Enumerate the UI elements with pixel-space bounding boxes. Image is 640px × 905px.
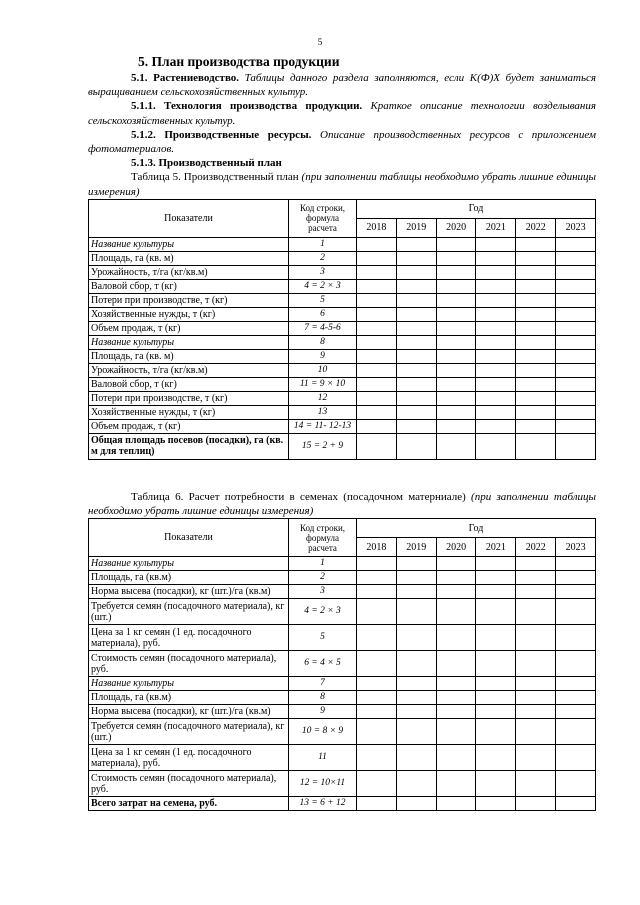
row-indicator: Валовой сбор, т (кг) (89, 279, 289, 293)
year-header-2022: 2022 (516, 218, 556, 237)
value-cell-2019[interactable] (396, 625, 436, 651)
year-header-2023: 2023 (556, 218, 596, 237)
row-code: 3 (289, 265, 357, 279)
header-row-code: Код строки, формула расчета (289, 519, 357, 557)
value-cell-2018[interactable] (357, 335, 397, 349)
heading-5-1-2: 5.1.2. Производственные ресурсы. (131, 128, 312, 141)
table-row (89, 677, 596, 691)
value-cell-2018[interactable] (357, 237, 397, 251)
year-header-2021: 2021 (476, 538, 516, 557)
row-code: 5 (289, 293, 357, 307)
row-indicator: Цена за 1 кг семян (1 ед. посадочного материала), руб. (89, 745, 289, 771)
value-cell-2019[interactable] (396, 391, 436, 405)
row-code: 10 = 8 × 9 (289, 719, 357, 745)
value-cell-2019[interactable] (396, 691, 436, 705)
value-cell-2023[interactable] (556, 719, 596, 745)
value-cell-2018[interactable] (357, 705, 397, 719)
table-row (89, 391, 596, 405)
header-indicators: Показатели (89, 199, 289, 237)
value-cell-2018[interactable] (357, 585, 397, 599)
value-cell-2023[interactable] (556, 363, 596, 377)
value-cell-2021[interactable] (476, 251, 516, 265)
value-cell-2022[interactable] (516, 677, 556, 691)
header-row-code: Код строки, формула расчета (289, 199, 357, 237)
year-header-2023: 2023 (556, 538, 596, 557)
value-cell-2023[interactable] (556, 625, 596, 651)
year-header-2020: 2020 (436, 218, 476, 237)
value-cell-2023[interactable] (556, 651, 596, 677)
value-cell-2021[interactable] (476, 625, 516, 651)
value-cell-2020[interactable] (436, 377, 476, 391)
row-indicator: Стоимость семян (посадочного материала), руб. (89, 651, 289, 677)
table-row (89, 405, 596, 419)
value-cell-2019[interactable] (396, 321, 436, 335)
value-cell-2018[interactable] (357, 651, 397, 677)
value-cell-2022[interactable] (516, 719, 556, 745)
header-row (89, 519, 596, 538)
value-cell-2020[interactable] (436, 557, 476, 571)
value-cell-2023[interactable] (556, 771, 596, 797)
value-cell-2023[interactable] (556, 433, 596, 459)
value-cell-2023[interactable] (556, 293, 596, 307)
value-cell-2023[interactable] (556, 745, 596, 771)
table5-caption-note: (при заполнении таблицы необходимо убрать лишние единицы измерения) (88, 171, 596, 198)
value-cell-2023[interactable] (556, 571, 596, 585)
table-row (89, 377, 596, 391)
row-code: 12 = 10×11 (289, 771, 357, 797)
value-cell-2019[interactable] (396, 705, 436, 719)
row-code: 15 = 2 + 9 (289, 433, 357, 459)
row-indicator: Объем продаж, т (кг) (89, 321, 289, 335)
value-cell-2020[interactable] (436, 265, 476, 279)
table-row (89, 651, 596, 677)
row-indicator: Всего затрат на семена, руб. (89, 797, 289, 811)
table-row (89, 307, 596, 321)
row-indicator: Норма высева (посадки), кг (шт.)/га (кв.м) (89, 585, 289, 599)
value-cell-2022[interactable] (516, 307, 556, 321)
value-cell-2020[interactable] (436, 771, 476, 797)
value-cell-2021[interactable] (476, 377, 516, 391)
table5-production-plan (88, 199, 596, 460)
value-cell-2018[interactable] (357, 405, 397, 419)
value-cell-2018[interactable] (357, 279, 397, 293)
value-cell-2021[interactable] (476, 405, 516, 419)
value-cell-2019[interactable] (396, 677, 436, 691)
value-cell-2021[interactable] (476, 691, 516, 705)
row-code: 11 (289, 745, 357, 771)
value-cell-2018[interactable] (357, 251, 397, 265)
value-cell-2021[interactable] (476, 599, 516, 625)
page-number: 5 (317, 37, 323, 47)
value-cell-2023[interactable] (556, 599, 596, 625)
value-cell-2019[interactable] (396, 797, 436, 811)
value-cell-2022[interactable] (516, 335, 556, 349)
value-cell-2021[interactable] (476, 265, 516, 279)
table-row (89, 571, 596, 585)
value-cell-2021[interactable] (476, 705, 516, 719)
value-cell-2020[interactable] (436, 363, 476, 377)
value-cell-2018[interactable] (357, 557, 397, 571)
row-code: 13 = 6 + 12 (289, 797, 357, 811)
year-header-2018: 2018 (357, 218, 397, 237)
value-cell-2022[interactable] (516, 599, 556, 625)
value-cell-2021[interactable] (476, 349, 516, 363)
value-cell-2022[interactable] (516, 771, 556, 797)
value-cell-2023[interactable] (556, 691, 596, 705)
value-cell-2018[interactable] (357, 771, 397, 797)
row-code: 10 (289, 363, 357, 377)
value-cell-2023[interactable] (556, 349, 596, 363)
value-cell-2019[interactable] (396, 771, 436, 797)
value-cell-2023[interactable] (556, 237, 596, 251)
row-code: 9 (289, 705, 357, 719)
row-indicator: Общая площадь посевов (посадки), га (кв. м для теплиц) (89, 433, 289, 459)
value-cell-2022[interactable] (516, 405, 556, 419)
row-code: 1 (289, 557, 357, 571)
value-cell-2020[interactable] (436, 719, 476, 745)
value-cell-2021[interactable] (476, 745, 516, 771)
value-cell-2021[interactable] (476, 719, 516, 745)
value-cell-2023[interactable] (556, 321, 596, 335)
value-cell-2020[interactable] (436, 585, 476, 599)
value-cell-2019[interactable] (396, 335, 436, 349)
value-cell-2022[interactable] (516, 571, 556, 585)
row-indicator: Хозяйственные нужды, т (кг) (89, 405, 289, 419)
value-cell-2021[interactable] (476, 557, 516, 571)
year-header-2022: 2022 (516, 538, 556, 557)
value-cell-2019[interactable] (396, 571, 436, 585)
value-cell-2019[interactable] (396, 745, 436, 771)
value-cell-2021[interactable] (476, 307, 516, 321)
table-row (89, 335, 596, 349)
row-indicator: Объем продаж, т (кг) (89, 419, 289, 433)
text-5-1-1: Краткое описание технологии возделывания сельскохозяйственных культур. (88, 100, 596, 127)
value-cell-2020[interactable] (436, 293, 476, 307)
table-row (89, 625, 596, 651)
row-code: 8 (289, 335, 357, 349)
value-cell-2021[interactable] (476, 391, 516, 405)
table-row (89, 265, 596, 279)
text-5-1: Таблицы данного раздела заполняются, если К(Ф)Х будет заниматься выращиванием сельскохозяйственных культур. (88, 72, 596, 99)
table6-seed-requirements (88, 518, 596, 811)
value-cell-2020[interactable] (436, 251, 476, 265)
value-cell-2021[interactable] (476, 797, 516, 811)
row-code: 7 = 4-5-6 (289, 321, 357, 335)
value-cell-2020[interactable] (436, 625, 476, 651)
value-cell-2023[interactable] (556, 419, 596, 433)
year-header-2021: 2021 (476, 218, 516, 237)
value-cell-2018[interactable] (357, 419, 397, 433)
value-cell-2022[interactable] (516, 391, 556, 405)
table-row (89, 719, 596, 745)
value-cell-2021[interactable] (476, 651, 516, 677)
value-cell-2022[interactable] (516, 293, 556, 307)
value-cell-2018[interactable] (357, 391, 397, 405)
value-cell-2020[interactable] (436, 705, 476, 719)
heading-5-1-1: 5.1.1. Технология производства продукции. (131, 100, 363, 113)
value-cell-2020[interactable] (436, 321, 476, 335)
row-indicator: Название культуры (89, 677, 289, 691)
value-cell-2018[interactable] (357, 719, 397, 745)
table-row (89, 433, 596, 459)
row-code: 2 (289, 571, 357, 585)
value-cell-2019[interactable] (396, 279, 436, 293)
table6-caption (88, 490, 596, 518)
value-cell-2023[interactable] (556, 391, 596, 405)
value-cell-2021[interactable] (476, 585, 516, 599)
value-cell-2019[interactable] (396, 251, 436, 265)
row-code: 3 (289, 585, 357, 599)
value-cell-2021[interactable] (476, 771, 516, 797)
value-cell-2018[interactable] (357, 433, 397, 459)
value-cell-2019[interactable] (396, 307, 436, 321)
table5-caption-title: Таблица 5. Производственный план (131, 171, 299, 184)
value-cell-2021[interactable] (476, 677, 516, 691)
value-cell-2019[interactable] (396, 377, 436, 391)
value-cell-2019[interactable] (396, 585, 436, 599)
table-row (89, 363, 596, 377)
row-indicator: Площадь, га (кв. м) (89, 349, 289, 363)
row-indicator: Название культуры (89, 237, 289, 251)
value-cell-2019[interactable] (396, 557, 436, 571)
value-cell-2021[interactable] (476, 433, 516, 459)
value-cell-2019[interactable] (396, 419, 436, 433)
value-cell-2020[interactable] (436, 279, 476, 293)
value-cell-2021[interactable] (476, 419, 516, 433)
value-cell-2018[interactable] (357, 307, 397, 321)
value-cell-2018[interactable] (357, 599, 397, 625)
value-cell-2020[interactable] (436, 677, 476, 691)
value-cell-2022[interactable] (516, 419, 556, 433)
row-indicator: Требуется семян (посадочного материала), кг (шт.) (89, 719, 289, 745)
value-cell-2023[interactable] (556, 335, 596, 349)
value-cell-2022[interactable] (516, 321, 556, 335)
row-code: 6 = 4 × 5 (289, 651, 357, 677)
row-code: 7 (289, 677, 357, 691)
value-cell-2020[interactable] (436, 571, 476, 585)
year-header-2018: 2018 (357, 538, 397, 557)
row-indicator: Норма высева (посадки), кг (шт.)/га (кв.м) (89, 705, 289, 719)
value-cell-2022[interactable] (516, 349, 556, 363)
paragraph-5-1-2 (88, 128, 596, 156)
row-code: 11 = 9 × 10 (289, 377, 357, 391)
table-row (89, 419, 596, 433)
table-row (89, 705, 596, 719)
value-cell-2023[interactable] (556, 377, 596, 391)
year-header-2019: 2019 (396, 538, 436, 557)
value-cell-2023[interactable] (556, 279, 596, 293)
table-row (89, 251, 596, 265)
value-cell-2022[interactable] (516, 691, 556, 705)
row-code: 8 (289, 691, 357, 705)
value-cell-2022[interactable] (516, 433, 556, 459)
row-indicator: Требуется семян (посадочного материала), кг (шт.) (89, 599, 289, 625)
row-indicator: Название культуры (89, 557, 289, 571)
table-row (89, 797, 596, 811)
row-code: 6 (289, 307, 357, 321)
value-cell-2023[interactable] (556, 585, 596, 599)
header-year: Год (357, 519, 596, 538)
row-code: 4 = 2 × 3 (289, 599, 357, 625)
value-cell-2018[interactable] (357, 691, 397, 705)
value-cell-2023[interactable] (556, 557, 596, 571)
value-cell-2019[interactable] (396, 293, 436, 307)
value-cell-2023[interactable] (556, 251, 596, 265)
value-cell-2018[interactable] (357, 677, 397, 691)
value-cell-2019[interactable] (396, 651, 436, 677)
value-cell-2021[interactable] (476, 335, 516, 349)
value-cell-2020[interactable] (436, 419, 476, 433)
row-indicator: Урожайность, т/га (кг/кв.м) (89, 363, 289, 377)
row-indicator: Валовой сбор, т (кг) (89, 377, 289, 391)
value-cell-2023[interactable] (556, 797, 596, 811)
value-cell-2021[interactable] (476, 279, 516, 293)
value-cell-2018[interactable] (357, 625, 397, 651)
table-row (89, 279, 596, 293)
value-cell-2023[interactable] (556, 307, 596, 321)
heading-5-1: 5.1. Растениеводство. (131, 72, 240, 84)
row-indicator: Площадь, га (кв. м) (89, 251, 289, 265)
table6-caption-title: Таблица 6. Расчет потребности в семенах (посадочном матерниале) (131, 490, 466, 503)
value-cell-2018[interactable] (357, 363, 397, 377)
heading-5-1-3: 5.1.3. Производственный план (131, 157, 282, 170)
text-5-1-2: Описание производственных ресурсов с приложением фотоматериалов. (88, 128, 597, 156)
row-indicator: Потери при производстве, т (кг) (89, 293, 289, 307)
value-cell-2023[interactable] (556, 405, 596, 419)
row-code: 4 = 2 × 3 (289, 279, 357, 293)
row-indicator: Площадь, га (кв.м) (89, 691, 289, 705)
value-cell-2020[interactable] (436, 433, 476, 459)
value-cell-2022[interactable] (516, 251, 556, 265)
value-cell-2018[interactable] (357, 797, 397, 811)
row-indicator: Стоимость семян (посадочного материала), руб. (89, 771, 289, 797)
value-cell-2019[interactable] (396, 599, 436, 625)
table-row (89, 745, 596, 771)
value-cell-2022[interactable] (516, 797, 556, 811)
value-cell-2021[interactable] (476, 571, 516, 585)
value-cell-2020[interactable] (436, 599, 476, 625)
paragraph-5-1-1 (88, 99, 596, 127)
value-cell-2018[interactable] (357, 349, 397, 363)
year-header-2020: 2020 (436, 538, 476, 557)
value-cell-2022[interactable] (516, 265, 556, 279)
value-cell-2020[interactable] (436, 307, 476, 321)
table-row (89, 691, 596, 705)
table-row (89, 599, 596, 625)
table-row (89, 237, 596, 251)
value-cell-2022[interactable] (516, 651, 556, 677)
value-cell-2020[interactable] (436, 335, 476, 349)
value-cell-2019[interactable] (396, 237, 436, 251)
header-year: Год (357, 199, 596, 218)
value-cell-2019[interactable] (396, 265, 436, 279)
value-cell-2022[interactable] (516, 557, 556, 571)
value-cell-2022[interactable] (516, 279, 556, 293)
value-cell-2019[interactable] (396, 719, 436, 745)
row-indicator: Хозяйственные нужды, т (кг) (89, 307, 289, 321)
value-cell-2018[interactable] (357, 265, 397, 279)
value-cell-2022[interactable] (516, 377, 556, 391)
value-cell-2018[interactable] (357, 293, 397, 307)
value-cell-2023[interactable] (556, 705, 596, 719)
value-cell-2019[interactable] (396, 405, 436, 419)
row-indicator: Урожайность, т/га (кг/кв.м) (89, 265, 289, 279)
row-indicator: Потери при производстве, т (кг) (89, 391, 289, 405)
value-cell-2021[interactable] (476, 363, 516, 377)
row-indicator: Площадь, га (кв.м) (89, 571, 289, 585)
value-cell-2022[interactable] (516, 705, 556, 719)
value-cell-2020[interactable] (436, 797, 476, 811)
document-body (88, 53, 596, 811)
value-cell-2020[interactable] (436, 349, 476, 363)
row-code: 9 (289, 349, 357, 363)
value-cell-2018[interactable] (357, 377, 397, 391)
row-code: 1 (289, 237, 357, 251)
value-cell-2021[interactable] (476, 237, 516, 251)
value-cell-2019[interactable] (396, 349, 436, 363)
row-indicator: Название культуры (89, 335, 289, 349)
value-cell-2022[interactable] (516, 585, 556, 599)
table-row (89, 585, 596, 599)
section-title: 5. План производства продукции (138, 54, 340, 69)
row-code: 14 = 11- 12-13 (289, 419, 357, 433)
table-row (89, 349, 596, 363)
row-indicator: Цена за 1 кг семян (1 ед. посадочного материала), руб. (89, 625, 289, 651)
value-cell-2022[interactable] (516, 363, 556, 377)
value-cell-2020[interactable] (436, 691, 476, 705)
table-row (89, 321, 596, 335)
value-cell-2020[interactable] (436, 391, 476, 405)
value-cell-2018[interactable] (357, 745, 397, 771)
value-cell-2022[interactable] (516, 745, 556, 771)
table-row (89, 771, 596, 797)
value-cell-2018[interactable] (357, 571, 397, 585)
value-cell-2018[interactable] (357, 321, 397, 335)
value-cell-2023[interactable] (556, 265, 596, 279)
header-indicators: Показатели (89, 519, 289, 557)
value-cell-2020[interactable] (436, 237, 476, 251)
row-code: 2 (289, 251, 357, 265)
value-cell-2021[interactable] (476, 293, 516, 307)
value-cell-2020[interactable] (436, 405, 476, 419)
row-code: 13 (289, 405, 357, 419)
value-cell-2022[interactable] (516, 237, 556, 251)
value-cell-2020[interactable] (436, 651, 476, 677)
table-row (89, 557, 596, 571)
row-code: 12 (289, 391, 357, 405)
value-cell-2023[interactable] (556, 677, 596, 691)
year-header-2019: 2019 (396, 218, 436, 237)
header-row (89, 199, 596, 218)
value-cell-2022[interactable] (516, 625, 556, 651)
table-row (89, 293, 596, 307)
value-cell-2019[interactable] (396, 363, 436, 377)
paragraph-5-1 (88, 71, 596, 99)
table5-caption (88, 170, 596, 198)
table6-caption-note: (при заполнении таблицы необходимо убрать лишние единицы измерения) (88, 490, 597, 518)
value-cell-2021[interactable] (476, 321, 516, 335)
value-cell-2019[interactable] (396, 433, 436, 459)
row-code: 5 (289, 625, 357, 651)
value-cell-2020[interactable] (436, 745, 476, 771)
